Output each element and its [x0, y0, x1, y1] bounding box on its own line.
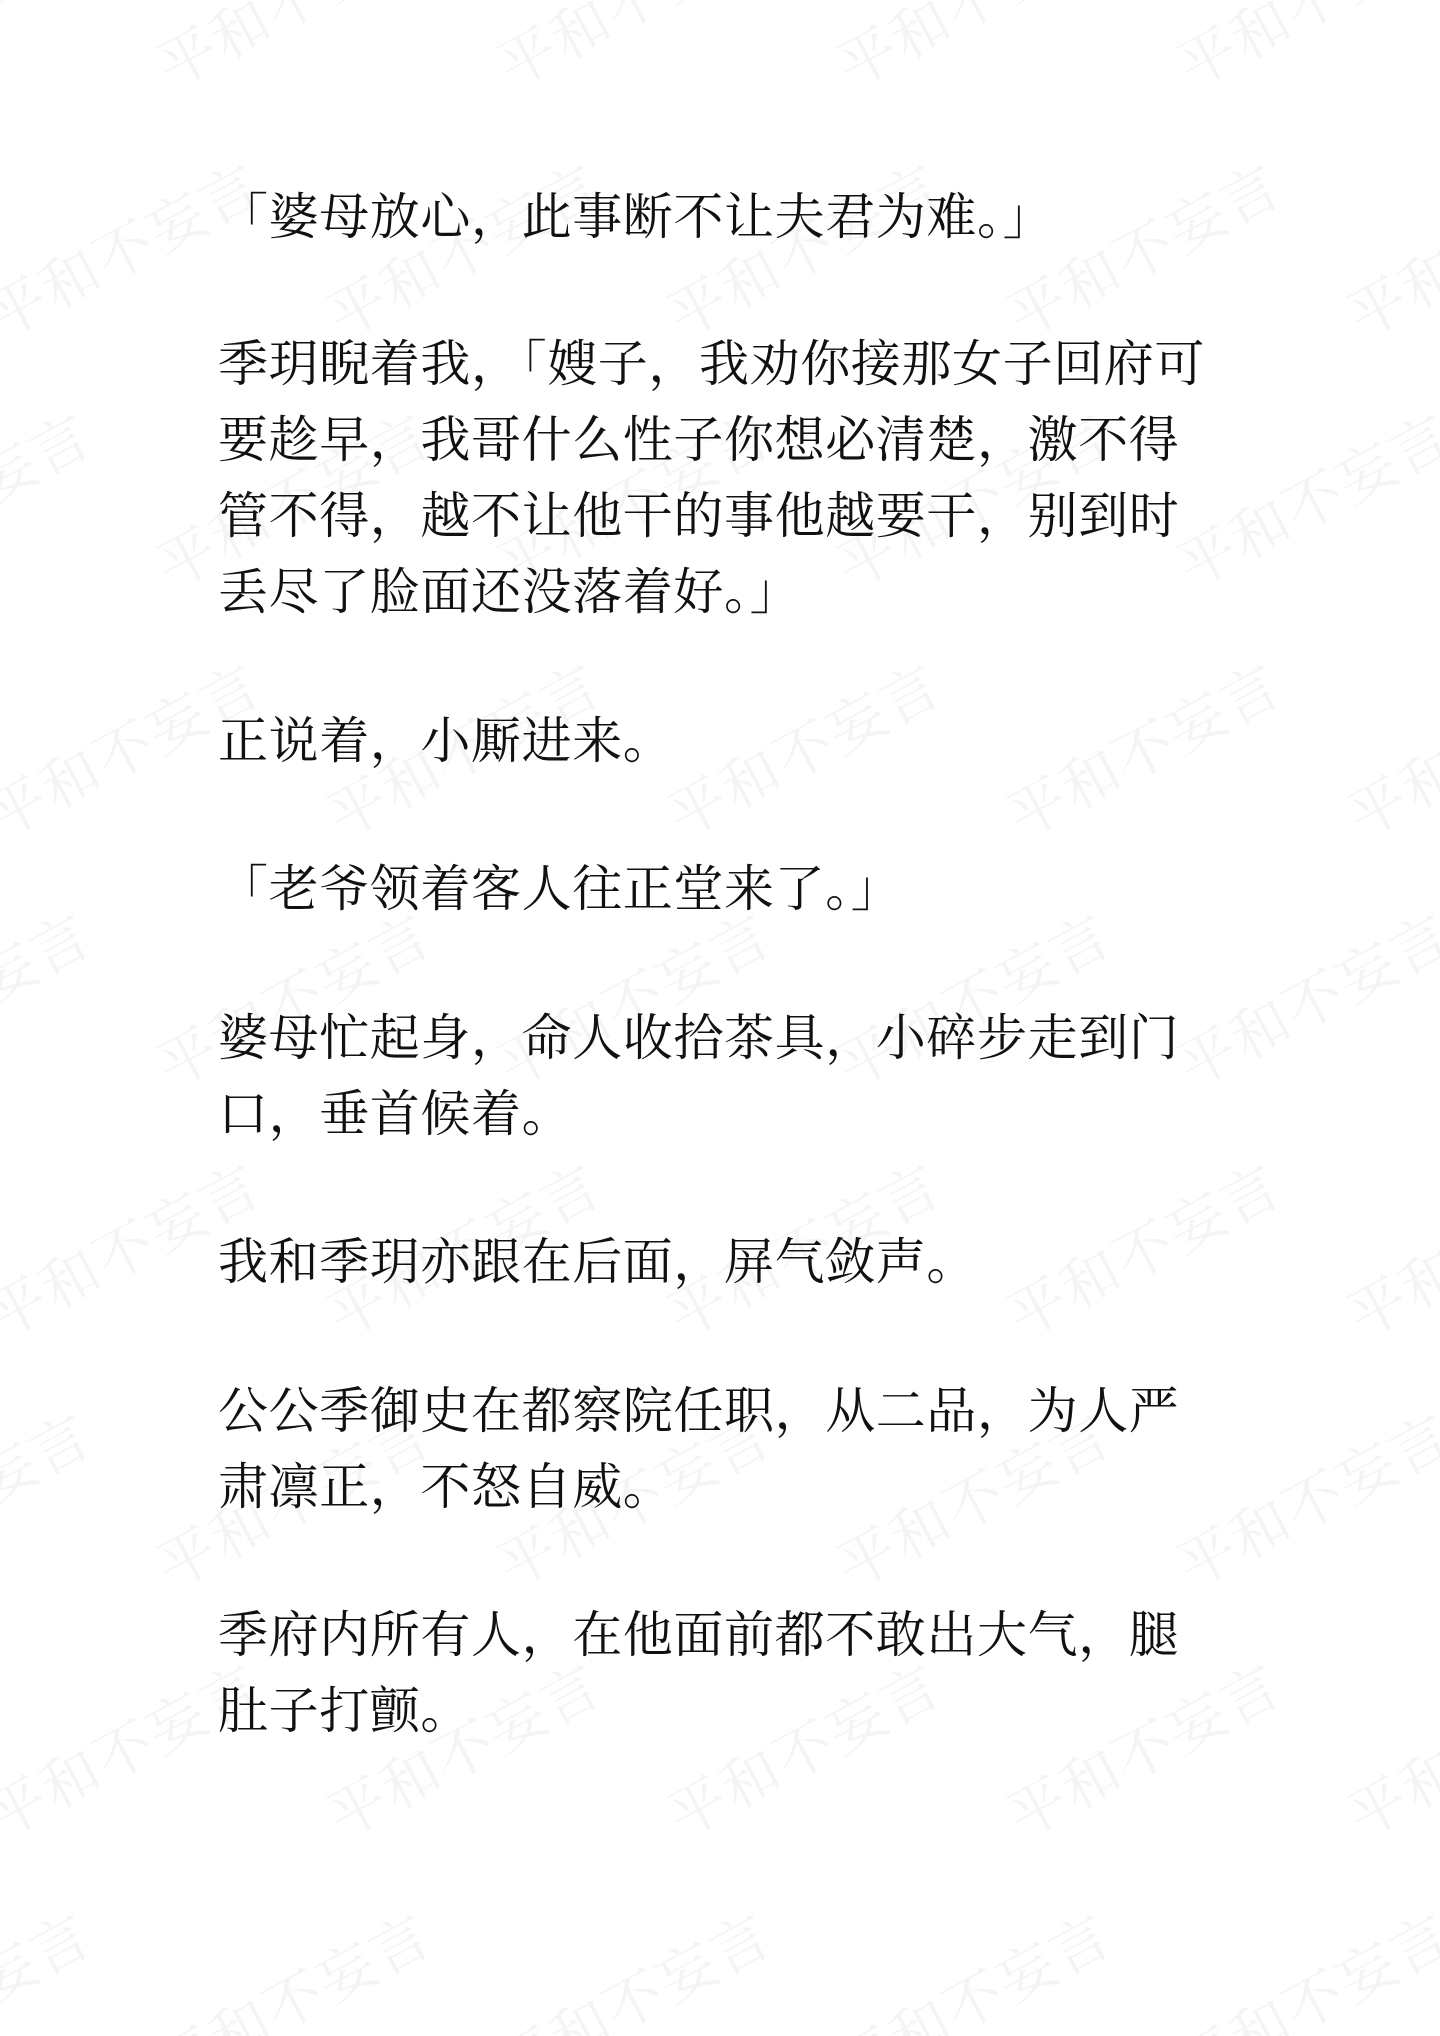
watermark-text — [0, 889, 104, 1104]
paragraph-7-line-1: 公公季御史在都察院任职，从二品，为人严 — [218, 1382, 1180, 1440]
watermark-text — [990, 639, 1294, 854]
paragraph-1-line-1: 「婆母放心，此事断不让夫君为难。」 — [218, 188, 1054, 246]
watermark-text — [310, 1639, 614, 1854]
watermark-text — [480, 889, 784, 1104]
watermark-text — [480, 0, 784, 104]
paragraph-6-line-1: 我和季玥亦跟在后面，屏气敛声。 — [218, 1233, 977, 1291]
watermark-text — [990, 1139, 1294, 1354]
paragraph-2-line-1: 季玥睨着我，「嫂子，我劝你接那女子回府可 — [218, 335, 1205, 393]
paragraph-7-line-2: 肃凛正，不怒自威。 — [218, 1458, 674, 1516]
watermark-text — [1160, 0, 1440, 104]
watermark-text — [820, 1889, 1124, 2036]
paragraph-4-line-1: 「老爷领着客人往正堂来了。」 — [218, 860, 902, 918]
watermark-text — [0, 1889, 104, 2036]
watermark-text — [990, 1639, 1294, 1854]
watermark-text — [1160, 389, 1440, 604]
paragraph-5-line-1: 婆母忙起身，命人收拾茶具，小碎步走到门 — [218, 1009, 1180, 1067]
watermark-text — [1330, 639, 1440, 854]
watermark-text — [820, 889, 1124, 1104]
watermark-text — [140, 889, 444, 1104]
watermark-text — [1160, 1889, 1440, 2036]
watermark-text — [820, 0, 1124, 104]
paragraph-2-line-3: 管不得，越不让他干的事他越要干，别到时 — [218, 487, 1180, 545]
watermark-text — [0, 0, 104, 104]
watermark-text — [650, 639, 954, 854]
paragraph-5-line-2: 口，垂首候着。 — [218, 1085, 573, 1143]
watermark-text — [0, 389, 104, 604]
paragraph-3-line-1: 正说着，小厮进来。 — [218, 712, 674, 770]
watermark-text — [480, 1889, 784, 2036]
watermark-text — [650, 1639, 954, 1854]
paragraph-2-line-2: 要趁早，我哥什么性子你想必清楚，激不得 — [218, 411, 1180, 469]
watermark-text — [0, 1389, 104, 1604]
paragraph-2-line-4: 丢尽了脸面还没落着好。」 — [218, 563, 801, 621]
paragraph-8-line-2: 肚子打颤。 — [218, 1682, 471, 1740]
watermark-text — [1330, 139, 1440, 354]
watermark-text — [1330, 1639, 1440, 1854]
watermark-text — [1160, 889, 1440, 1104]
watermark-text — [0, 1639, 274, 1854]
paragraph-8-line-1: 季府内所有人，在他面前都不敢出大气，腿 — [218, 1606, 1180, 1664]
watermark-text — [1330, 1139, 1440, 1354]
watermark-text — [140, 0, 444, 104]
watermark-text — [140, 1889, 444, 2036]
watermark-text — [1160, 1389, 1440, 1604]
